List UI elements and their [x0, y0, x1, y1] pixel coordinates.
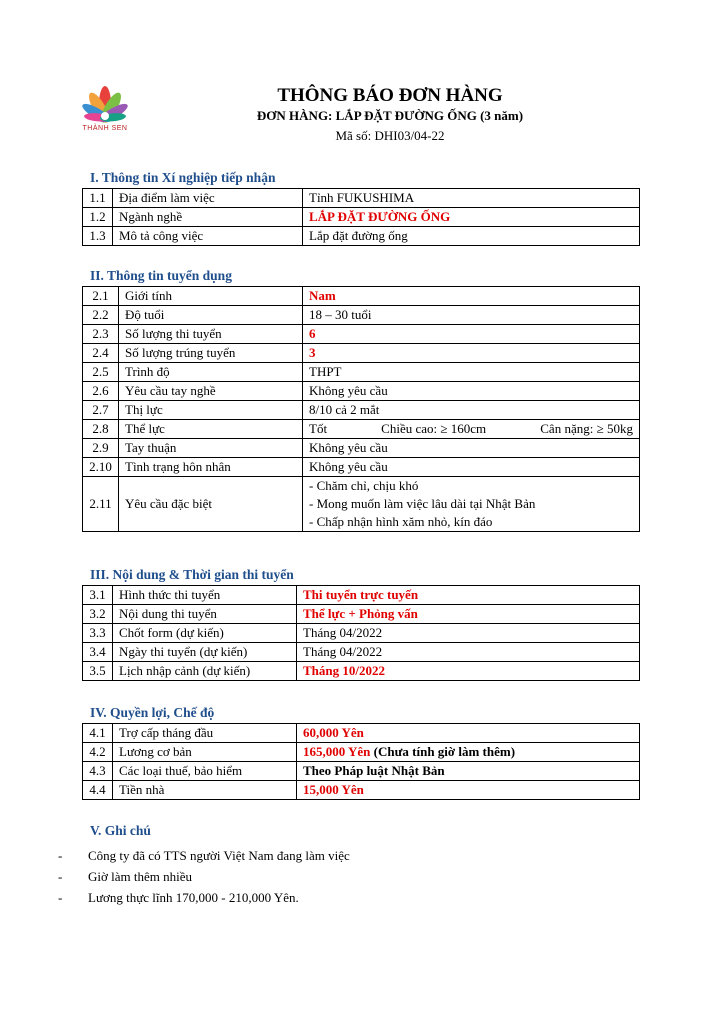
- row-number: 4.2: [83, 743, 113, 762]
- special-requirement-item: - Mong muốn làm việc lâu dài tại Nhật Bản: [309, 496, 536, 511]
- row-value: Lắp đặt đường ống: [303, 227, 640, 246]
- row-label: Nội dung thi tuyển: [113, 605, 297, 624]
- table-row: [83, 363, 640, 382]
- row-label: Giới tính: [119, 287, 303, 306]
- row-label: Trình độ: [119, 363, 303, 382]
- row-value: 8/10 cả 2 mắt: [303, 401, 640, 420]
- row-value: Không yêu cầu: [303, 439, 640, 458]
- table-row: [83, 306, 640, 325]
- row-value: Tháng 04/2022: [297, 643, 640, 662]
- document-title: THÔNG BÁO ĐƠN HÀNG: [277, 85, 503, 106]
- row-value: 18 – 30 tuổi: [303, 306, 640, 325]
- list-item: [58, 866, 350, 887]
- row-value: Nam: [303, 287, 640, 306]
- row-value: LẮP ĐẶT ĐƯỜNG ỐNG: [303, 208, 640, 227]
- note-text: Giờ làm thêm nhiều: [88, 869, 192, 884]
- row-label: Thị lực: [119, 401, 303, 420]
- table-row: [83, 287, 640, 306]
- row-label: Các loại thuế, bảo hiểm: [113, 762, 297, 781]
- special-requirement-item: - Chấp nhận hình xăm nhỏ, kín đáo: [309, 514, 493, 529]
- row-number: 4.3: [83, 762, 113, 781]
- row-label: Số lượng trúng tuyển: [119, 344, 303, 363]
- row-label: Trợ cấp tháng đầu: [113, 724, 297, 743]
- bullet-dash: -: [58, 869, 63, 884]
- section-title-3: III. Nội dung & Thời gian thi tuyển: [90, 567, 294, 582]
- table-row: [83, 662, 640, 681]
- table-row: [83, 605, 640, 624]
- row-label: Thể lực: [119, 420, 303, 439]
- row-value: 60,000 Yên: [297, 724, 640, 743]
- bullet-dash: -: [58, 848, 63, 863]
- table-row: [83, 439, 640, 458]
- row-value: [303, 477, 640, 532]
- list-item: [58, 887, 350, 908]
- table-row: [83, 586, 640, 605]
- table-row: [83, 401, 640, 420]
- row-number: 2.4: [83, 344, 119, 363]
- row-value: Thể lực + Phỏng vấn: [297, 605, 640, 624]
- row-number: 2.6: [83, 382, 119, 401]
- list-item: [58, 845, 350, 866]
- row-label: Yêu cầu tay nghề: [119, 382, 303, 401]
- physical-condition: Tốt: [309, 421, 328, 436]
- row-value: 15,000 Yên: [297, 781, 640, 800]
- table-exam-info: [82, 585, 640, 681]
- row-number: 2.8: [83, 420, 119, 439]
- note-text: Công ty đã có TTS người Việt Nam đang làm việc: [88, 848, 350, 863]
- table-row: [83, 458, 640, 477]
- section-title-4: IV. Quyền lợi, Chế độ: [90, 705, 215, 720]
- table-row: [83, 643, 640, 662]
- weight-requirement: Cân nặng: ≥ 50kg: [540, 421, 633, 436]
- base-salary-note: (Chưa tính giờ làm thêm): [373, 744, 516, 759]
- row-number: 4.4: [83, 781, 113, 800]
- row-label: Địa điểm làm việc: [113, 189, 303, 208]
- notes-list: [58, 845, 350, 908]
- order-subtitle: ĐƠN HÀNG: LẮP ĐẶT ĐƯỜNG ỐNG (3 năm): [256, 108, 524, 123]
- order-code: Mã số: DHI03/04-22: [335, 128, 445, 143]
- row-label: Yêu cầu đặc biệt: [119, 477, 303, 532]
- row-number: 2.9: [83, 439, 119, 458]
- special-requirement-item: - Chăm chỉ, chịu khó: [309, 478, 419, 493]
- row-label: Lương cơ bản: [113, 743, 297, 762]
- row-number: 2.5: [83, 363, 119, 382]
- row-value: 6: [303, 325, 640, 344]
- row-value: Tỉnh FUKUSHIMA: [303, 189, 640, 208]
- table-row: [83, 189, 640, 208]
- row-label: Ngành nghề: [113, 208, 303, 227]
- row-label: Tiền nhà: [113, 781, 297, 800]
- row-number: 2.10: [83, 458, 119, 477]
- row-value: 3: [303, 344, 640, 363]
- table-row: [83, 344, 640, 363]
- table-row: [83, 624, 640, 643]
- row-value: Không yêu cầu: [303, 382, 640, 401]
- row-number: 3.3: [83, 624, 113, 643]
- table-row: [83, 208, 640, 227]
- row-value: Tháng 10/2022: [297, 662, 640, 681]
- row-number: 2.2: [83, 306, 119, 325]
- table-row: [83, 743, 640, 762]
- row-number: 2.3: [83, 325, 119, 344]
- row-number: 1.3: [83, 227, 113, 246]
- row-number: 3.1: [83, 586, 113, 605]
- row-number: 3.4: [83, 643, 113, 662]
- row-label: Lịch nhập cảnh (dự kiến): [113, 662, 297, 681]
- note-text: Lương thực lĩnh 170,000 - 210,000 Yên.: [88, 890, 299, 905]
- table-recruitment-info: [82, 286, 640, 532]
- bullet-dash: -: [58, 890, 63, 905]
- table-company-info: [82, 188, 640, 246]
- row-label: Độ tuổi: [119, 306, 303, 325]
- row-value: [303, 420, 640, 439]
- row-value: THPT: [303, 363, 640, 382]
- row-label: Chốt form (dự kiến): [113, 624, 297, 643]
- row-number: 2.7: [83, 401, 119, 420]
- table-row: [83, 477, 640, 532]
- row-label: Ngày thi tuyển (dự kiến): [113, 643, 297, 662]
- row-label: Tình trạng hôn nhân: [119, 458, 303, 477]
- table-row: [83, 762, 640, 781]
- table-row: [83, 325, 640, 344]
- row-number: 1.1: [83, 189, 113, 208]
- table-row: [83, 382, 640, 401]
- row-value: Thi tuyển trực tuyến: [297, 586, 640, 605]
- row-number: 3.2: [83, 605, 113, 624]
- logo-text: THÀNH SEN: [82, 125, 128, 132]
- table-benefits: [82, 723, 640, 800]
- section-title-2: II. Thông tin tuyển dụng: [90, 268, 232, 283]
- table-row: [83, 227, 640, 246]
- height-requirement: Chiều cao: ≥ 160cm: [381, 421, 487, 436]
- section-title-5: V. Ghi chú: [90, 823, 151, 838]
- row-value: Tháng 04/2022: [297, 624, 640, 643]
- table-row: [83, 781, 640, 800]
- row-label: Hình thức thi tuyển: [113, 586, 297, 605]
- row-number: 1.2: [83, 208, 113, 227]
- row-value: Không yêu cầu: [303, 458, 640, 477]
- row-number: 2.1: [83, 287, 119, 306]
- row-number: 2.11: [83, 477, 119, 532]
- row-number: 3.5: [83, 662, 113, 681]
- table-row: [83, 724, 640, 743]
- row-label: Tay thuận: [119, 439, 303, 458]
- row-value: Theo Pháp luật Nhật Bản: [297, 762, 640, 781]
- table-row: [83, 420, 640, 439]
- row-label: Mô tả công việc: [113, 227, 303, 246]
- row-label: Số lượng thi tuyển: [119, 325, 303, 344]
- section-title-1: I. Thông tin Xí nghiệp tiếp nhận: [90, 170, 276, 185]
- row-value: [297, 743, 640, 762]
- row-number: 4.1: [83, 724, 113, 743]
- base-salary: 165,000 Yên: [303, 744, 371, 759]
